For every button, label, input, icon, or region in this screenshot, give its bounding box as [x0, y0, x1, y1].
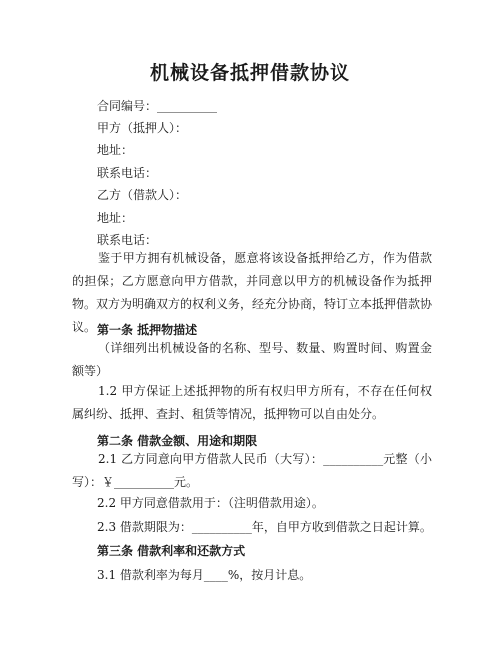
article-3-heading: 第三条 借款利率和还款方式 [97, 544, 246, 558]
contract-number: 合同编号：__________ [97, 99, 218, 113]
party-b-phone: 联系电话： [97, 233, 158, 247]
party-a-phone: 联系电话： [97, 166, 158, 180]
article-2-clause-3: 2.3 借款期限为：__________年，自甲方收到借款之日起计算。 [97, 520, 432, 534]
document-title: 机械设备抵押借款协议 [149, 62, 350, 84]
preamble-paragraph: 鉴于甲方拥有机械设备，愿意将该设备抵押给乙方，作为借款的担保；乙方愿意向甲方借款，并同意以甲方的机械设备作为抵押物。双方为明确双方的权利义务，经充分协商，特订立本抵押借款协议。 [72, 251, 433, 334]
article-1-heading: 第一条 抵押物描述 [97, 323, 198, 337]
article-3-clause-1: 3.1 借款利率为每月____%，按月计息。 [97, 568, 312, 582]
article-1-description: （详细列出机械设备的名称、型号、数量、购置时间、购置金额等） [72, 341, 432, 378]
article-2-heading: 第二条 借款金额、用途和期限 [97, 434, 258, 448]
article-1-clause-2: 1.2 甲方保证上述抵押物的所有权归甲方所有，不存在任何权属纠纷、抵押、查封、租赁等情况，抵押物可以自由处分。 [72, 384, 432, 421]
party-a-address: 地址： [97, 143, 134, 157]
article-2-clause-2: 2.2 甲方同意借款用于：（注明借款用途）。 [97, 496, 324, 510]
party-a-label: 甲方（抵押人）： [97, 121, 188, 135]
party-b-address: 地址： [97, 211, 134, 225]
party-b-label: 乙方（借款人）： [97, 188, 188, 202]
article-2-clause-1: 2.1 乙方同意向甲方借款人民币（大写）：__________元整（小写）：￥__________元。 [72, 452, 432, 489]
